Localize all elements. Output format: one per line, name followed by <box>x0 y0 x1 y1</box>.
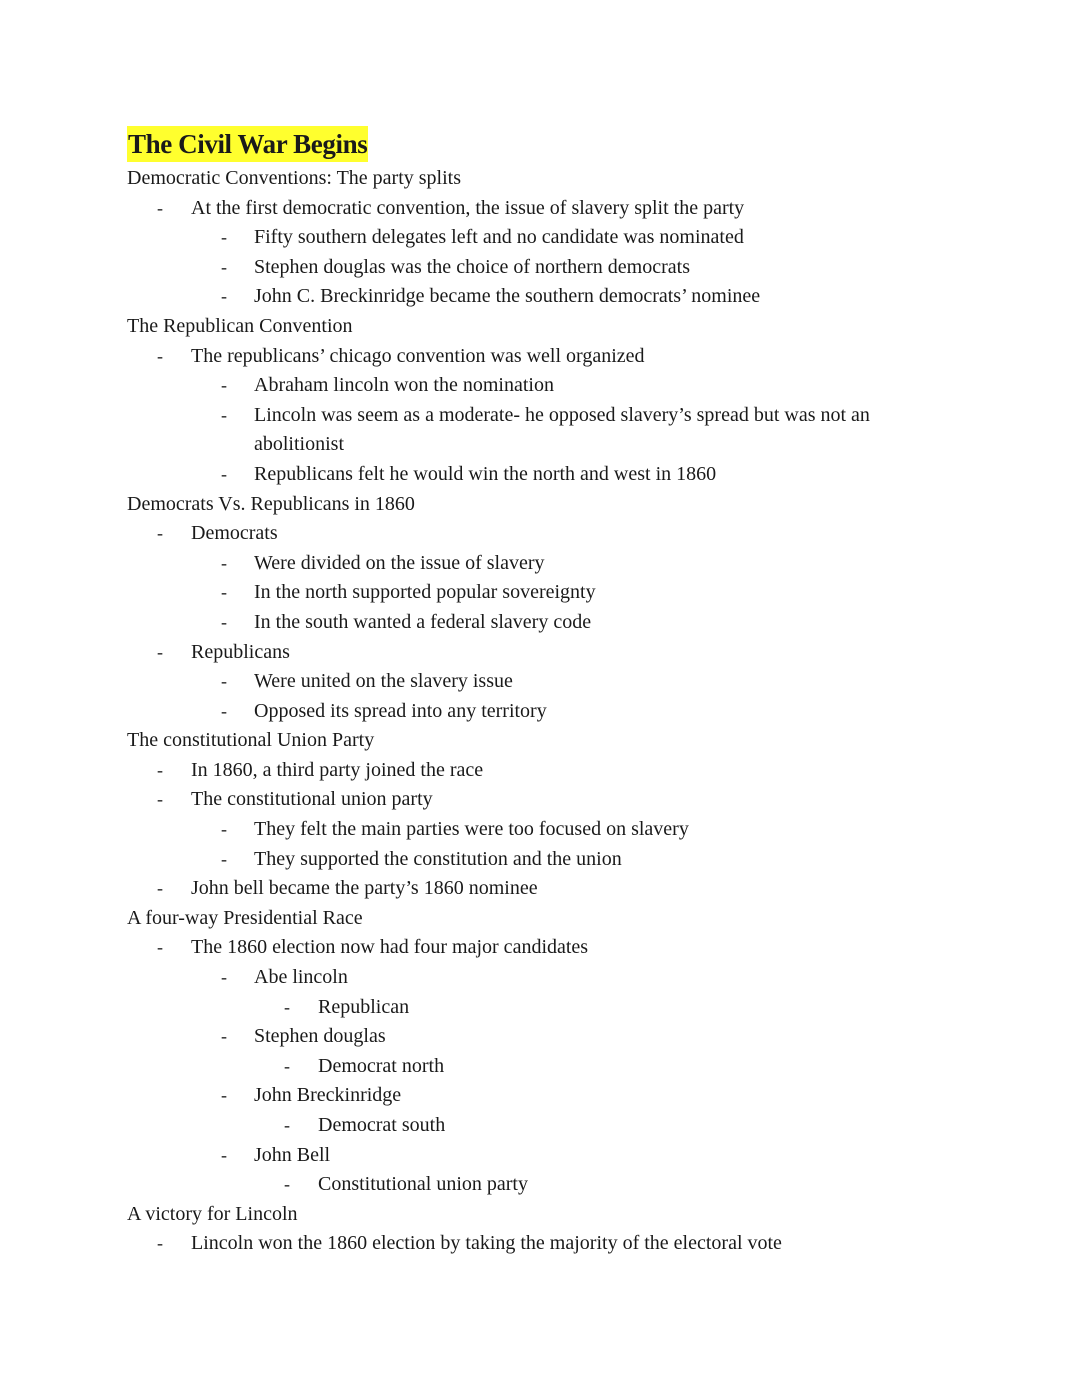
list-item-text: Democrat south <box>318 1114 446 1136</box>
bullet-dash: - <box>157 523 163 544</box>
list-item-text: Fifty southern delegates left and no candidate was nominated <box>254 226 744 249</box>
bullet-dash: - <box>221 967 227 988</box>
list-item <box>0 815 1080 845</box>
section-heading <box>0 726 1080 756</box>
list-item-text: Republicans <box>191 640 290 663</box>
bullet-dash: - <box>221 611 227 632</box>
section-heading-text: A victory for Lincoln <box>127 1202 298 1225</box>
list-item <box>0 1229 1080 1259</box>
section-heading-text: Democratic Conventions: The party splits <box>127 167 462 189</box>
list-item <box>0 1111 1080 1141</box>
notes-outline <box>0 164 1080 1259</box>
list-item <box>0 578 1080 608</box>
list-item <box>0 874 1080 904</box>
bullet-dash: - <box>284 1115 290 1135</box>
list-item-text: The republicans’ chicago convention was well organized <box>191 344 645 367</box>
list-item <box>0 371 1080 401</box>
list-item-text: Were united on the slavery issue <box>254 670 513 693</box>
bullet-dash: - <box>221 1144 227 1165</box>
list-item <box>0 1081 1080 1111</box>
list-item <box>0 282 1080 312</box>
bullet-dash: - <box>157 197 163 218</box>
list-item-text: John C. Breckinridge became the southern democrats’ nominee <box>254 285 761 308</box>
page-title: The Civil War Begins <box>127 126 368 162</box>
bullet-dash: - <box>157 641 163 662</box>
list-item-text: Were divided on the issue of slavery <box>254 551 545 574</box>
bullet-dash: - <box>221 256 227 277</box>
list-item <box>0 638 1080 668</box>
bullet-dash: - <box>221 1085 227 1106</box>
bullet-dash: - <box>221 552 227 573</box>
bullet-dash: - <box>221 848 227 869</box>
bullet-dash: - <box>221 404 227 425</box>
list-item <box>0 1170 1080 1200</box>
bullet-dash: - <box>157 345 163 366</box>
bullet-dash: - <box>157 1233 163 1254</box>
list-item-text: Abe lincoln <box>254 966 348 989</box>
list-item-text: John Breckinridge <box>254 1084 402 1107</box>
section-heading <box>0 490 1080 520</box>
bullet-dash: - <box>284 1055 290 1076</box>
list-item <box>0 608 1080 638</box>
list-item <box>0 401 1080 460</box>
list-item-text: They supported the constitution and the union <box>254 847 622 870</box>
list-item <box>0 1022 1080 1052</box>
list-item-text: The 1860 election now had four major candidates <box>191 936 589 959</box>
list-item <box>0 549 1080 579</box>
list-item <box>0 342 1080 372</box>
section-heading-text: A four-way Presidential Race <box>127 906 363 929</box>
list-item <box>0 785 1080 815</box>
bullet-dash: - <box>157 937 163 958</box>
bullet-dash: - <box>157 789 163 810</box>
list-item-text: In the south wanted a federal slavery code <box>254 610 592 633</box>
list-item <box>0 933 1080 963</box>
list-item-text: Stephen douglas was the choice of northern democrats <box>254 255 690 278</box>
list-item <box>0 963 1080 993</box>
bullet-dash: - <box>284 996 290 1017</box>
list-item <box>0 253 1080 283</box>
bullet-dash: - <box>221 227 227 248</box>
list-item <box>0 756 1080 786</box>
section-heading <box>0 1200 1080 1230</box>
list-item <box>0 667 1080 697</box>
list-item <box>0 1141 1080 1171</box>
list-item-text: Constitutional union party <box>318 1173 528 1196</box>
list-item-text: The constitutional union party <box>191 788 433 811</box>
list-item-text: They felt the main parties were too focused on slavery <box>254 818 689 841</box>
list-item-text: John bell became the party’s 1860 nominee <box>191 877 538 900</box>
list-item-text: John Bell <box>254 1143 331 1166</box>
bullet-dash: - <box>221 819 227 840</box>
list-item-text: Opposed its spread into any territory <box>254 699 547 722</box>
list-item-text: Lincoln won the 1860 election by taking the majority of the electoral vote <box>191 1232 782 1255</box>
bullet-dash: - <box>221 671 227 692</box>
section-heading <box>0 904 1080 934</box>
bullet-dash: - <box>221 463 227 484</box>
list-item-text: Republican <box>318 995 410 1018</box>
list-item <box>0 993 1080 1023</box>
bullet-dash: - <box>221 375 227 396</box>
list-item-text: Republicans felt he would win the north and west in 1860 <box>254 462 717 485</box>
bullet-dash: - <box>157 878 163 899</box>
list-item-text: Democrats <box>191 522 278 545</box>
list-item-text: Stephen douglas <box>254 1025 386 1048</box>
list-item-text: Lincoln was seem as a moderate- he opposed slavery’s spread but was not an abolitionist <box>254 403 870 456</box>
bullet-dash: - <box>221 700 227 721</box>
bullet-dash: - <box>221 286 227 307</box>
list-item <box>0 697 1080 727</box>
list-item <box>0 460 1080 490</box>
list-item <box>0 845 1080 875</box>
list-item <box>0 223 1080 253</box>
list-item <box>0 519 1080 549</box>
list-item-text: In the north supported popular sovereignty <box>254 581 596 604</box>
bullet-dash: - <box>221 1026 227 1047</box>
bullet-dash: - <box>157 759 163 780</box>
list-item <box>0 1052 1080 1082</box>
section-heading-text: Democrats Vs. Republicans in 1860 <box>127 492 415 515</box>
list-item-text: At the first democratic convention, the issue of slavery split the party <box>191 196 745 219</box>
list-item-text: Abraham lincoln won the nomination <box>254 374 554 397</box>
list-item <box>0 194 1080 224</box>
section-heading <box>0 312 1080 342</box>
bullet-dash: - <box>284 1174 290 1195</box>
section-heading-text: The Republican Convention <box>127 314 353 337</box>
bullet-dash: - <box>221 582 227 603</box>
list-item-text: Democrat north <box>318 1054 445 1077</box>
list-item-text: In 1860, a third party joined the race <box>191 758 484 781</box>
section-heading-text: The constitutional Union Party <box>127 729 375 752</box>
section-heading <box>0 164 1080 194</box>
